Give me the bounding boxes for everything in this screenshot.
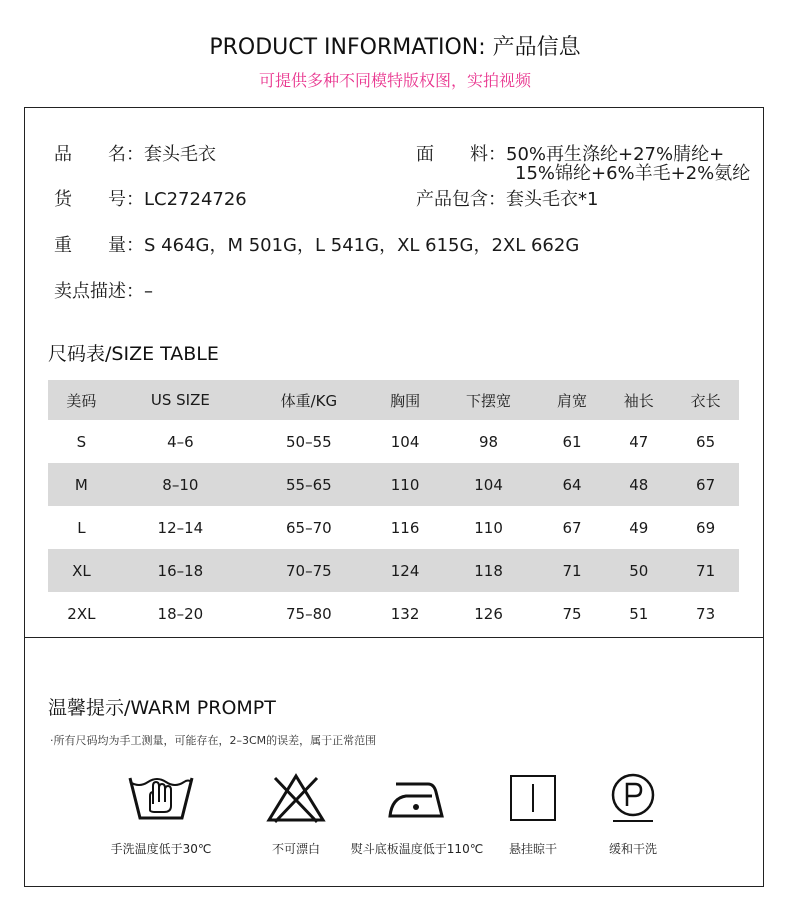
care-label: 手洗温度低于30℃ [110, 842, 212, 856]
product-name-label: 品 名： [54, 144, 144, 165]
table-cell: 73 [696, 604, 716, 623]
weight-row [54, 231, 579, 257]
table-cell: 64 [539, 463, 606, 506]
size-table-title: 尺码表/SIZE TABLE [48, 343, 219, 365]
table-cell: 18–20 [157, 604, 204, 623]
table-cell: 4–6 [167, 432, 194, 451]
section-divider [24, 637, 764, 638]
care-item-dry-clean [563, 770, 703, 857]
table-cell: 50 [605, 549, 672, 592]
table-cell: 132 [390, 604, 420, 623]
table-cell: 16–18 [115, 549, 246, 592]
table-cell: 67 [672, 463, 739, 506]
hang-dry-icon [498, 770, 568, 826]
product-name-value: 套头毛衣 [144, 144, 216, 165]
dry-clean-p-icon [598, 770, 668, 826]
header-cell: 体重/KG [246, 380, 372, 420]
selling-point-label: 卖点描述： [54, 281, 144, 302]
warm-prompt-title: 温馨提示/WARM PROMPT [48, 697, 276, 719]
material-line2: 15%锦纶+6%羊毛+2%氨纶 [515, 163, 751, 184]
table-cell: 65 [696, 432, 716, 451]
table-cell: 110 [372, 463, 439, 506]
header-cell: 肩宽 [539, 380, 606, 420]
table-cell: L [77, 518, 86, 537]
care-label: 不可漂白 [271, 842, 320, 856]
care-label: 熨斗底板温度低于110℃ [350, 842, 484, 856]
care-label: 缓和干洗 [608, 842, 657, 856]
table-cell: 104 [438, 463, 538, 506]
table-cell: 55–65 [246, 463, 372, 506]
table-cell: 49 [629, 518, 649, 537]
sku-row [54, 185, 247, 211]
header-cell: 衣长 [672, 380, 739, 420]
table-cell: 47 [629, 432, 649, 451]
table-row [48, 506, 739, 549]
material-label: 面 料： [416, 144, 506, 165]
header-cell: 胸围 [372, 380, 439, 420]
header-cell: US SIZE [115, 380, 246, 420]
hand-wash-icon [126, 770, 196, 826]
table-cell: 124 [372, 549, 439, 592]
care-item-hand-wash [91, 770, 231, 857]
page-subtitle: 可提供多种不同模特版权图，实拍视频 [258, 71, 531, 90]
no-bleach-icon [261, 770, 331, 826]
selling-point-value: – [144, 281, 153, 302]
table-cell: 69 [696, 518, 716, 537]
table-cell: 75 [562, 604, 582, 623]
table-cell: 8–10 [115, 463, 246, 506]
table-row [48, 592, 739, 635]
table-cell: 48 [605, 463, 672, 506]
sku-value: LC2724726 [144, 189, 247, 210]
table-cell: 2XL [67, 604, 96, 623]
table-row [48, 549, 739, 592]
table-cell: 126 [474, 604, 503, 623]
iron-low-icon [382, 770, 452, 826]
table-cell: 51 [629, 604, 649, 623]
table-cell: 75–80 [285, 604, 332, 623]
material-line1: 50%再生涤纶+27%腈纶+ [506, 144, 725, 165]
sku-label: 货 号： [54, 189, 144, 210]
care-item-no-bleach [226, 770, 366, 857]
header-cell: 下摆宽 [438, 380, 538, 420]
table-cell: 70–75 [246, 549, 372, 592]
table-cell: 118 [438, 549, 538, 592]
page-title: PRODUCT INFORMATION: 产品信息 [209, 35, 581, 60]
table-cell: 116 [390, 518, 420, 537]
table-cell: 67 [562, 518, 582, 537]
package-value: 套头毛衣*1 [506, 189, 599, 210]
table-cell: 71 [672, 549, 739, 592]
table-row [48, 420, 739, 463]
size-table-header [48, 380, 739, 420]
selling-point-row [54, 277, 153, 303]
table-row [48, 463, 739, 506]
weight-value: S 464G，M 501G，L 541G，XL 615G，2XL 662G [144, 235, 580, 256]
table-cell: 71 [539, 549, 606, 592]
package-label: 产品包含： [416, 189, 506, 210]
size-table [48, 380, 739, 635]
care-label: 悬挂晾干 [508, 842, 557, 856]
table-cell: 12–14 [157, 518, 204, 537]
package-row [416, 185, 598, 211]
header-cell: 美码 [48, 380, 115, 420]
product-name-row [54, 140, 216, 166]
table-cell: 61 [562, 432, 582, 451]
table-cell: M [48, 463, 115, 506]
table-cell: 65–70 [285, 518, 332, 537]
table-cell: 104 [390, 432, 420, 451]
measurement-note: ·所有尺码均为手工测量，可能存在，2–3CM的误差，属于正常范围 [50, 734, 377, 747]
table-cell: 50–55 [285, 432, 332, 451]
table-cell: XL [48, 549, 115, 592]
table-cell: 110 [474, 518, 503, 537]
table-cell: 98 [479, 432, 499, 451]
weight-label: 重 量： [54, 235, 144, 256]
table-cell: S [76, 432, 87, 451]
header-cell: 袖长 [605, 380, 672, 420]
